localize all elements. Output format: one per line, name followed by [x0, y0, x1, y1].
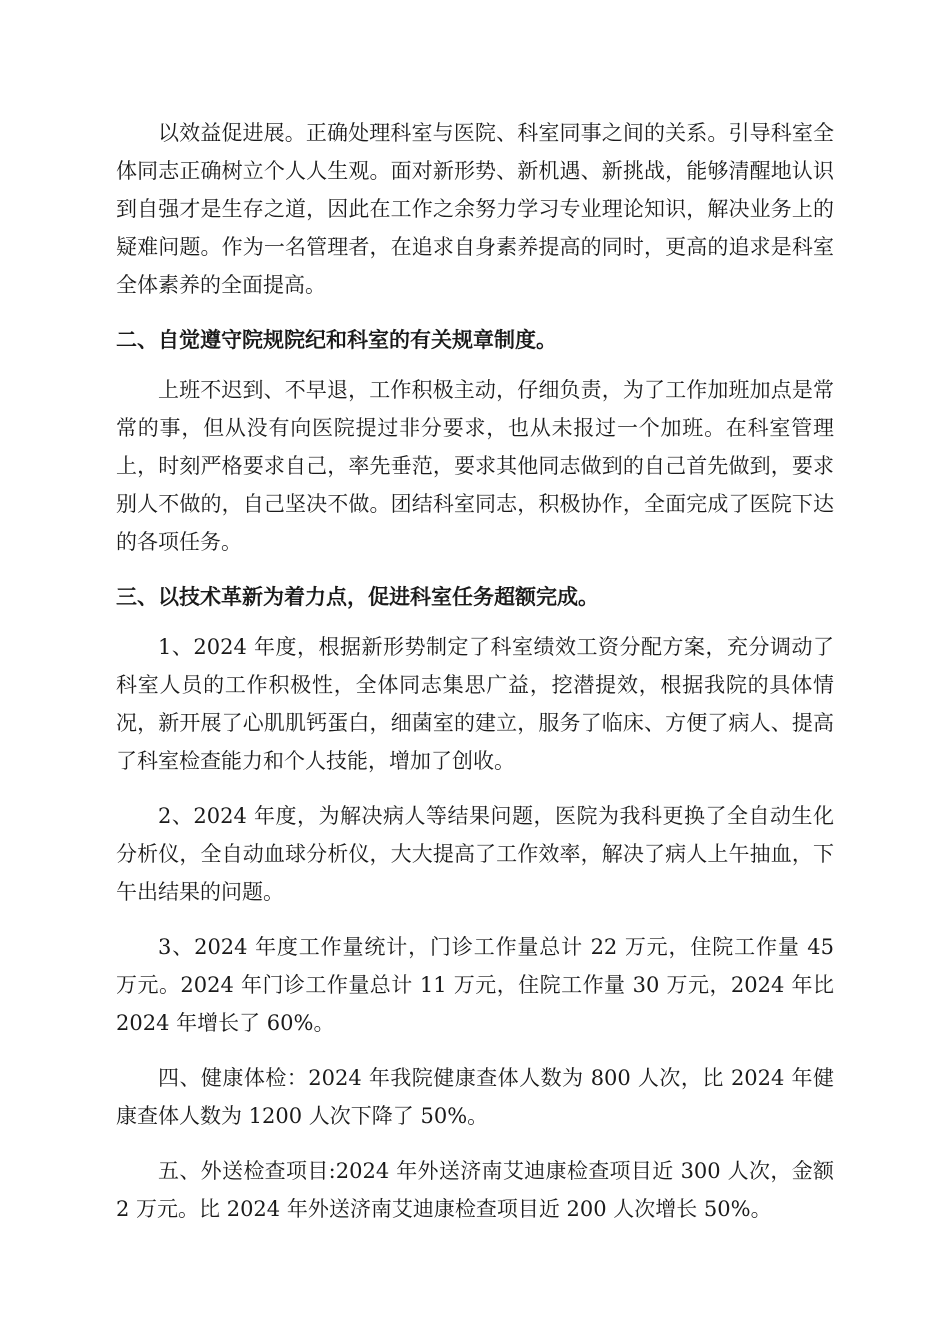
paragraph-discipline: 上班不迟到、不早退，工作积极主动，仔细负责，为了工作加班加点是常常的事，但从没有向医院提过非分要求，也从未报过一个加班。在科室管理上，时刻严格要求自己，率先垂范，要求其他同志做到的自己首先做到，要求别人不做的，自己坚决不做。团结科室同志，积极协作，全面完成了医院下达的各项任务。: [116, 378, 834, 554]
section-heading-2: 二、自觉遵守院规院纪和科室的有关规章制度。: [116, 328, 557, 352]
list-item-2: 2、2024 年度，为解决病人等结果问题，医院为我科更换了全自动生化分析仪，全自动血球分析仪，大大提高了工作效率，解决了病人上午抽血，下午出结果的问题。: [116, 804, 834, 904]
list-item-1: 1、2024 年度，根据新形势制定了科室绩效工资分配方案，充分调动了科室人员的工作积极性，全体同志集思广益，挖潜提效，根据我院的具体情况，新开展了心肌肌钙蛋白，细菌室的建立，服务了临床、方便了病人、提高了科室检查能力和个人技能，增加了创收。: [116, 635, 834, 773]
section-heading-3: 三、以技术革新为着力点，促进科室任务超额完成。: [116, 585, 599, 609]
paragraph-intro: 以效益促进展。正确处理科室与医院、科室同事之间的关系。引导科室全体同志正确树立个人人生观。面对新形势、新机遇、新挑战，能够清醒地认识到自强才是生存之道，因此在工作之余努力学习专业理论知识，解决业务上的疑难问题。作为一名管理者，在追求自身素养提高的同时，更高的追求是科室全体素养的全面提高。: [116, 121, 834, 297]
list-item-4: 四、健康体检：2024 年我院健康查体人数为 800 人次，比 2024 年健康查体人数为 1200 人次下降了 50%。: [116, 1066, 834, 1128]
list-item-3: 3、2024 年度工作量统计，门诊工作量总计 22 万元，住院工作量 45 万元。2024 年门诊工作量总计 11 万元，住院工作量 30 万元，2024 年比 2024 年增长了 60%。: [116, 935, 834, 1035]
list-item-5: 五、外送检查项目:2024 年外送济南艾迪康检查项目近 300 人次，金额 2 万元。比 2024 年外送济南艾迪康检查项目近 200 人次增长 50%。: [116, 1159, 834, 1221]
